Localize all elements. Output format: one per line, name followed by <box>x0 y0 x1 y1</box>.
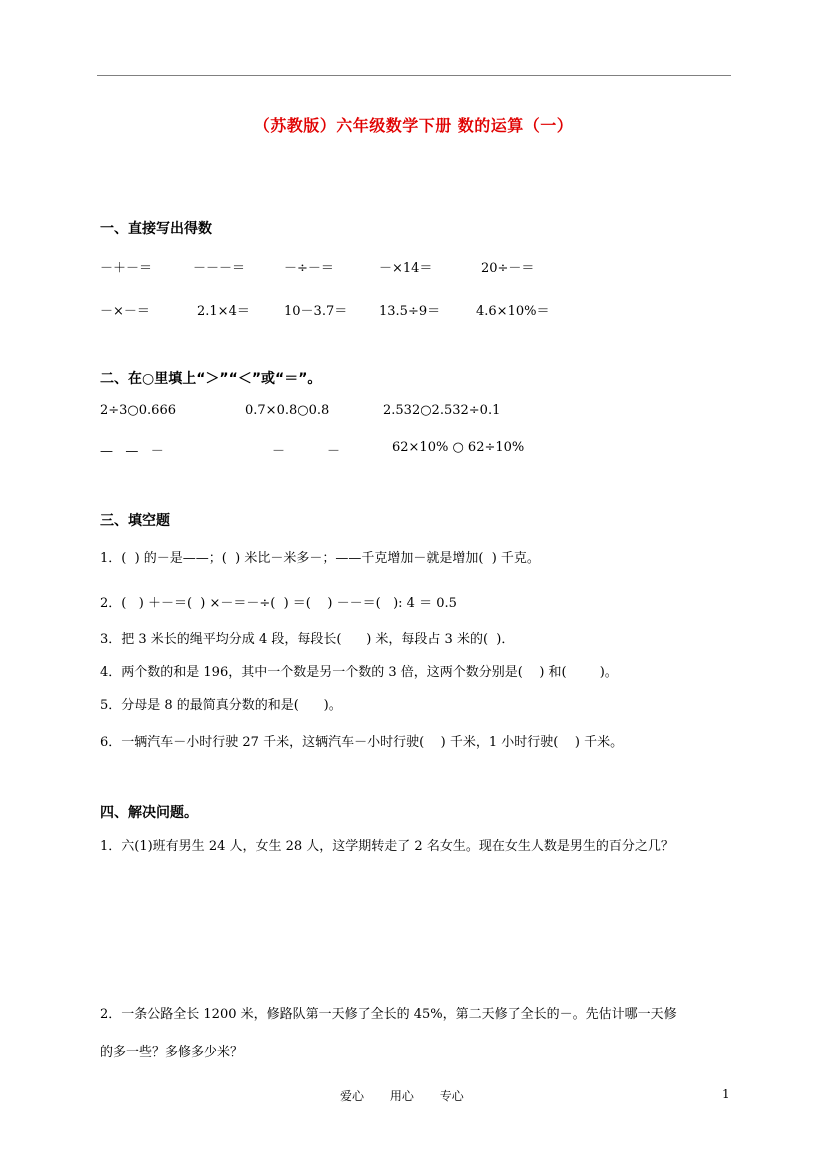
footer-slogan <box>340 1087 486 1104</box>
compare-item: — — － <box>100 444 164 459</box>
fill-in-question: 5．分母是 8 的最简真分数的和是( )。 <box>100 698 342 713</box>
fill-in-question: 2．( ) ＋－＝( ) ×－＝－÷( ) ＝( ) －－＝( ): 4 ＝ 0.5 <box>100 596 457 611</box>
section-heading-3: 三、填空题 <box>100 513 170 529</box>
calc-item: 10－3.7＝ <box>284 304 348 319</box>
calc-item: －×14＝ <box>379 261 433 276</box>
calc-item: －－－＝ <box>193 261 246 276</box>
calc-item: 2.1×4＝ <box>197 304 250 319</box>
header-rule <box>97 75 731 76</box>
compare-item: － <box>327 444 341 459</box>
calc-item: －÷－＝ <box>284 261 334 276</box>
word-problem: 1．六(1)班有男生 24 人，女生 28 人，这学期转走了 2 名女生。现在女生人数是男生的百分之几？ <box>100 839 674 854</box>
fill-in-question: 6．一辆汽车－小时行驶 27 千米，这辆汽车－小时行驶( ) 千米，1 小时行驶( ) 千米。 <box>100 735 624 750</box>
compare-item: 2÷3○0.666 <box>100 403 176 418</box>
compare-item: 2.532○2.532÷0.1 <box>383 403 501 418</box>
calc-item: 4.6×10%＝ <box>476 304 550 319</box>
calc-item: －×－＝ <box>100 304 150 319</box>
page-number: 1 <box>722 1087 730 1101</box>
footer-slogan-word: 爱心 <box>340 1089 365 1103</box>
word-problem: 2．一条公路全长 1200 米，修路队第一天修了全长的 45%，第二天修了全长的－。先估计哪一天修 <box>100 1007 677 1022</box>
compare-item: － <box>272 444 286 459</box>
section-heading-2: 二、在○里填上“＞”“＜”或“＝”。 <box>100 371 322 387</box>
fill-in-question: 3．把 3 米长的绳平均分成 4 段，每段长( ) 米，每段占 3 米的( )． <box>100 632 515 647</box>
fill-in-question: 4．两个数的和是 196，其中一个数是另一个数的 3 倍，这两个数分别是( ) 和( )。 <box>100 665 618 680</box>
calc-item: 13.5÷9＝ <box>379 304 441 319</box>
word-problem-continuation: 的多一些？多修多少米？ <box>100 1045 244 1060</box>
footer-slogan-word: 专心 <box>439 1089 464 1103</box>
section-heading-1: 一、直接写出得数 <box>100 221 212 237</box>
calc-item: 20÷－＝ <box>481 261 535 276</box>
fill-in-question: 1．( ) 的－是——；( ) 米比－米多－；——千克增加－就是增加( ) 千克。 <box>100 551 540 566</box>
calc-item: －＋－＝ <box>100 261 153 276</box>
compare-item: 62×10% ○ 62÷10% <box>392 440 525 455</box>
section-heading-4: 四、解决问题。 <box>100 805 198 821</box>
compare-item: 0.7×0.8○0.8 <box>245 403 330 418</box>
footer-slogan-word: 用心 <box>389 1089 414 1103</box>
page-title: （苏教版）六年级数学下册 数的运算（一） <box>253 116 574 135</box>
